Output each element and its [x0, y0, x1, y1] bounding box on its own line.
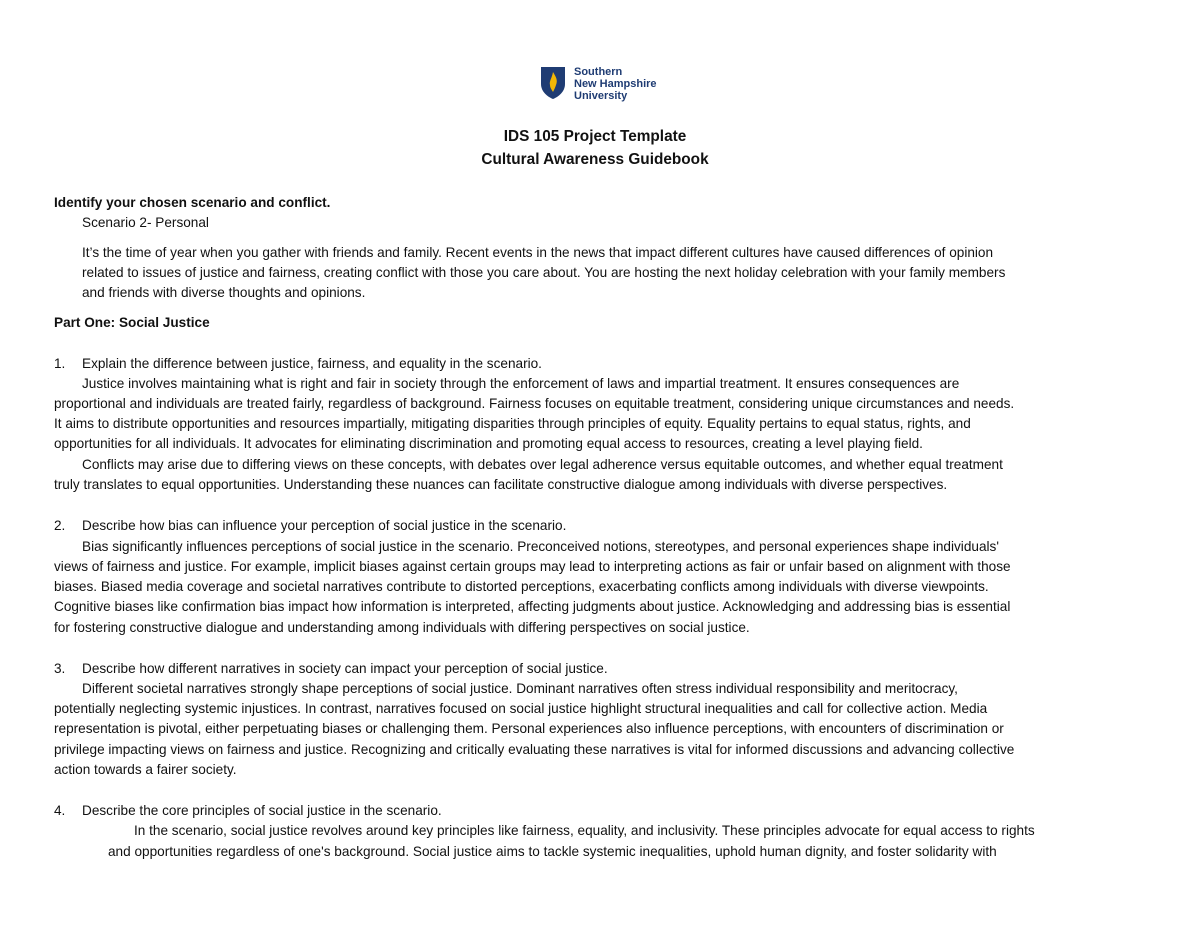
- logo-wordmark: [574, 66, 657, 102]
- answer-line: It aims to distribute opportunities and resources impartially, mitigating disparities through principles of equity. Equality pertains to equal status, rights, and: [54, 416, 971, 431]
- answer-line: Cognitive biases like confirmation bias impact how information is interpreted, affecting judgments about justice. Acknowledging and addressing bias is essential: [54, 599, 1011, 614]
- answer-line: proportional and individuals are treated fairly, regardless of background. Fairness focuses on equitable treatment, considering unique circumstances and needs.: [54, 396, 1015, 411]
- question-number: 3.: [54, 661, 66, 676]
- scenario-label: Scenario 2- Personal: [82, 215, 209, 230]
- identify-heading: Identify your chosen scenario and conflict.: [54, 195, 331, 210]
- question-number: 2.: [54, 518, 66, 533]
- answer-line: Conflicts may arise due to differing views on these concepts, with debates over legal adherence versus equitable outcomes, and whether equal treatment: [82, 457, 1003, 472]
- answer-line: privilege impacting views on fairness and justice. Recognizing and critically evaluating these narratives is vital for informed discussions and advancing collective: [54, 742, 1015, 757]
- answer-line: for fostering constructive dialogue and understanding among individuals with differing perspectives on social justice.: [54, 620, 750, 635]
- part-one-heading: Part One: Social Justice: [54, 315, 210, 330]
- question-text: Describe how bias can influence your perception of social justice in the scenario.: [82, 518, 567, 533]
- scenario-text-line: related to issues of justice and fairness, creating conflict with those you care about. You are hosting the next holiday celebration with your family members: [82, 265, 1006, 280]
- shield-flame-icon: [540, 66, 566, 100]
- question-number: 1.: [54, 356, 66, 371]
- answer-line: Different societal narratives strongly shape perceptions of social justice. Dominant narratives often stress individual responsibility and meritocracy,: [82, 681, 958, 696]
- logo-line: University: [574, 90, 628, 102]
- answer-line: views of fairness and justice. For example, implicit biases against certain groups may lead to interpreting actions as fair or unfair based on alignment with those: [54, 559, 1011, 574]
- answer-line: opportunities for all individuals. It advocates for eliminating discrimination and promoting equal access to resources, creating a level playing field.: [54, 436, 923, 451]
- answer-line: In the scenario, social justice revolves around key principles like fairness, equality, and inclusivity. These principles advocate for equal access to rights: [134, 823, 1035, 838]
- document-subtitle: Cultural Awareness Guidebook: [481, 151, 709, 168]
- answer-line: truly translates to equal opportunities. Understanding these nuances can facilitate constructive dialogue among individuals with diverse perspectives.: [54, 477, 948, 492]
- logo-line: Southern: [574, 66, 623, 78]
- question-text: Explain the difference between justice, fairness, and equality in the scenario.: [82, 356, 542, 371]
- document-title: IDS 105 Project Template: [503, 128, 687, 145]
- answer-line: and opportunities regardless of one's background. Social justice aims to tackle systemic inequalities, uphold human dignity, and foster solidarity with: [108, 844, 997, 859]
- answer-line: Bias significantly influences perceptions of social justice in the scenario. Preconceived notions, stereotypes, and personal experiences shape individuals': [82, 539, 999, 554]
- question-text: Describe how different narratives in society can impact your perception of social justice.: [82, 661, 608, 676]
- answer-line: representation is pivotal, either perpetuating biases or challenging them. Personal experiences also influence perceptions, with encounters of discrimination or: [54, 721, 1004, 736]
- answer-line: action towards a fairer society.: [54, 762, 237, 777]
- logo-line: New Hampshire: [574, 78, 657, 90]
- question-number: 4.: [54, 803, 66, 818]
- scenario-text-line: It’s the time of year when you gather with friends and family. Recent events in the news that impact different cultures have caused differences of opinion: [82, 245, 994, 260]
- answer-line: Justice involves maintaining what is right and fair in society through the enforcement of laws and impartial treatment. It ensures consequences are: [82, 376, 960, 391]
- answer-line: biases. Biased media coverage and societal narratives contribute to distorted perceptions, exacerbating conflicts among individuals with diverse viewpoints.: [54, 579, 989, 594]
- question-text: Describe the core principles of social justice in the scenario.: [82, 803, 442, 818]
- university-logo: [540, 66, 657, 102]
- answer-line: potentially neglecting systemic injustices. In contrast, narratives focused on social justice highlight structural inequalities and call for collective action. Media: [54, 701, 988, 716]
- scenario-text-line: and friends with diverse thoughts and opinions.: [82, 285, 366, 300]
